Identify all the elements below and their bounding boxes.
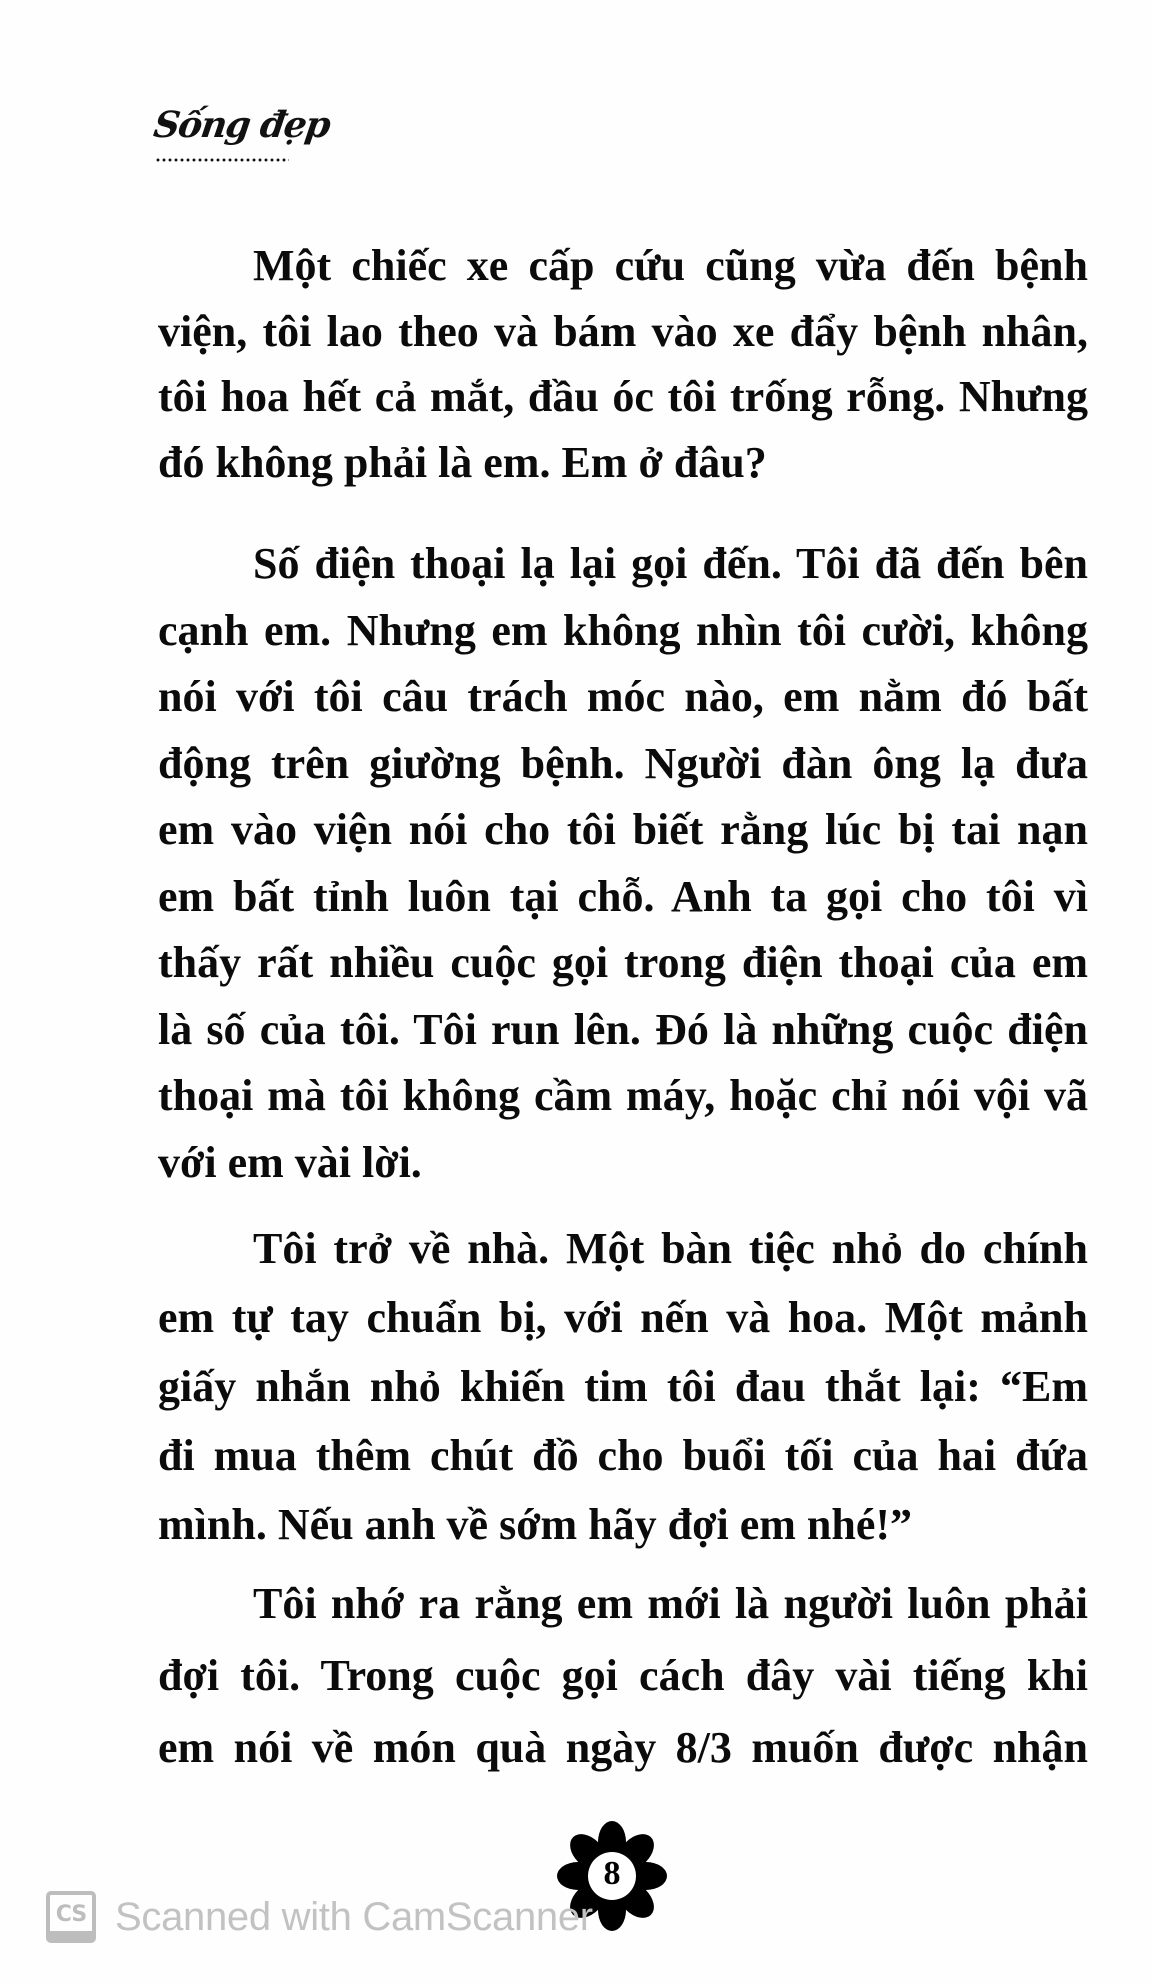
text-line: mình. Nếu anh về sớm hãy đợi em nhé!”: [158, 1500, 913, 1549]
paragraph-1: [158, 233, 1088, 496]
paragraph-3: [158, 1214, 1088, 1559]
text-line: tôi hoa hết cả mắt, đầu óc tôi trống rỗng. Nhưng: [158, 372, 1088, 422]
page-number: 8: [603, 1855, 621, 1892]
watermark-text: Scanned with CamScanner: [115, 1895, 593, 1939]
text-line: đó không phải là em. Em ở đâu?: [158, 438, 767, 488]
text-line: với em vài lời.: [158, 1137, 422, 1187]
text-line: cạnh em. Nhưng em không nhìn tôi cười, không: [158, 605, 1088, 655]
text-line: đi mua thêm chút đồ cho buổi tối của hai đứa: [158, 1431, 1088, 1480]
text-line: Tôi nhớ ra rằng em mới là người luôn phải: [253, 1579, 1088, 1628]
text-line: em vào viện nói cho tôi biết rằng lúc bị tai nạn: [158, 805, 1088, 854]
text-line: động trên giường bệnh. Người đàn ông lạ đưa: [158, 738, 1088, 788]
text-line: Một chiếc xe cấp cứu cũng vừa đến bệnh: [253, 241, 1088, 290]
dotted-underline: [155, 158, 289, 162]
paragraph-2: [158, 531, 1088, 1196]
camscanner-watermark: [46, 1890, 593, 1944]
text-line: đợi tôi. Trong cuộc gọi cách đây vài tiếng khi: [158, 1651, 1088, 1700]
text-line: em nói về món quà ngày 8/3 muốn được nhận: [158, 1723, 1088, 1772]
text-line: thoại mà tôi không cầm máy, hoặc chỉ nói vội vã: [158, 1071, 1088, 1120]
text-line: Số điện thoại lạ lại gọi đến. Tôi đã đến bên: [253, 539, 1088, 588]
camscanner-logo-icon: CS: [46, 1891, 96, 1943]
running-head-title: Sống đẹp: [151, 104, 333, 146]
text-line: Tôi trở về nhà. Một bàn tiệc nhỏ do chính: [253, 1224, 1088, 1273]
text-line: giấy nhắn nhỏ khiến tim tôi đau thắt lại: “Em: [158, 1362, 1088, 1411]
paragraph-4: [158, 1568, 1088, 1784]
running-head: [151, 100, 333, 170]
text-line: nói với tôi câu trách móc nào, em nằm đó bất: [158, 672, 1088, 721]
text-line: em tự tay chuẩn bị, với nến và hoa. Một mảnh: [158, 1293, 1088, 1342]
text-line: là số của tôi. Tôi run lên. Đó là những cuộc điện: [158, 1004, 1088, 1054]
text-line: em bất tỉnh luôn tại chỗ. Anh ta gọi cho tôi vì: [158, 871, 1088, 921]
text-line: thấy rất nhiều cuộc gọi trong điện thoại của em: [158, 938, 1088, 987]
text-line: viện, tôi lao theo và bám vào xe đẩy bệnh nhân,: [158, 306, 1088, 356]
